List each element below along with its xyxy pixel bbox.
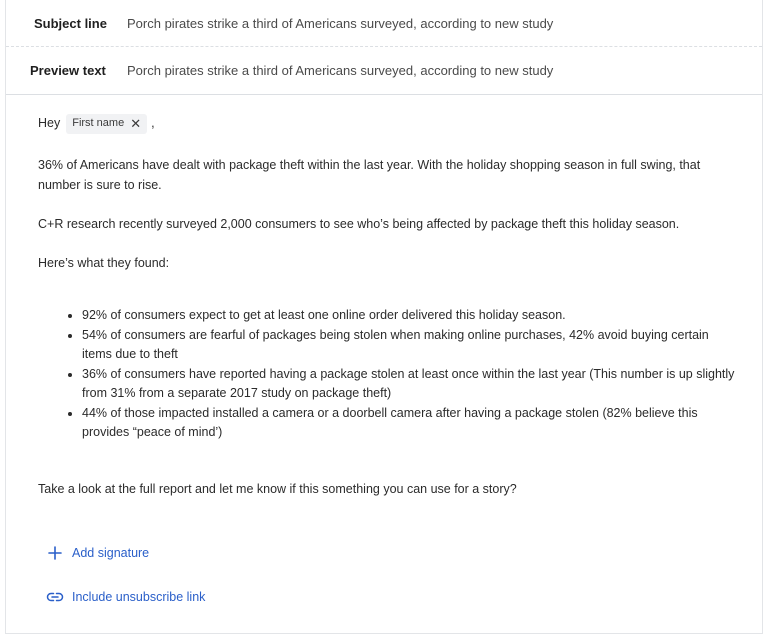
add-signature-label: Add signature	[72, 546, 150, 560]
list-item: • 44% of those impacted installed a camera or a doorbell camera after having a package stolen (82% believe this provides “peace of mind’)	[82, 404, 742, 443]
greeting-prefix: Hey	[38, 116, 61, 131]
body-paragraph-3: Here’s what they found:	[38, 256, 170, 270]
add-signature-button[interactable]	[46, 544, 149, 562]
include-unsubscribe-label: Include unsubscribe link	[72, 590, 206, 604]
subject-line-label: Subject line	[34, 15, 107, 31]
body-paragraph-2: C+R research recently surveyed 2,000 consumers to see who’s being affected by package theft this holiday season.	[38, 217, 680, 231]
greeting-suffix: ,	[151, 116, 155, 131]
body-paragraph-1: 36% of Americans have dealt with package theft within the last year. With the holiday shopping season in full swing, that number is sure to rise.	[38, 158, 701, 192]
plus-icon	[46, 544, 64, 562]
greeting-line	[38, 114, 155, 134]
close-icon[interactable]: ✕	[130, 116, 142, 132]
subject-line-row[interactable]	[6, 0, 762, 47]
preview-text-label: Preview text	[30, 62, 106, 78]
subject-line-value[interactable]: Porch pirates strike a third of Americans surveyed, according to new study	[127, 15, 554, 31]
body-paragraph-4: Take a look at the full report and let me know if this something you can use for a story?	[38, 482, 517, 496]
list-item: • 36% of consumers have reported having a package stolen at least once within the last year (This number is up slightly from 31% from a separate 2017 study on package theft)	[82, 365, 742, 404]
findings-list	[38, 306, 742, 443]
preview-text-value[interactable]: Porch pirates strike a third of Americans surveyed, according to new study	[127, 62, 554, 78]
list-item: • 54% of consumers are fearful of packages being stolen when making online purchases, 42% avoid buying certain items due to theft	[82, 326, 742, 365]
link-icon	[46, 588, 64, 606]
merge-tag-label: First name	[72, 117, 125, 130]
merge-tag-chip[interactable]	[66, 114, 147, 134]
email-editor-panel	[5, 0, 763, 634]
include-unsubscribe-link-button[interactable]	[46, 588, 205, 606]
preview-text-row[interactable]	[6, 46, 762, 95]
list-item: • 92% of consumers expect to get at least one online order delivered this holiday season.	[82, 306, 742, 326]
